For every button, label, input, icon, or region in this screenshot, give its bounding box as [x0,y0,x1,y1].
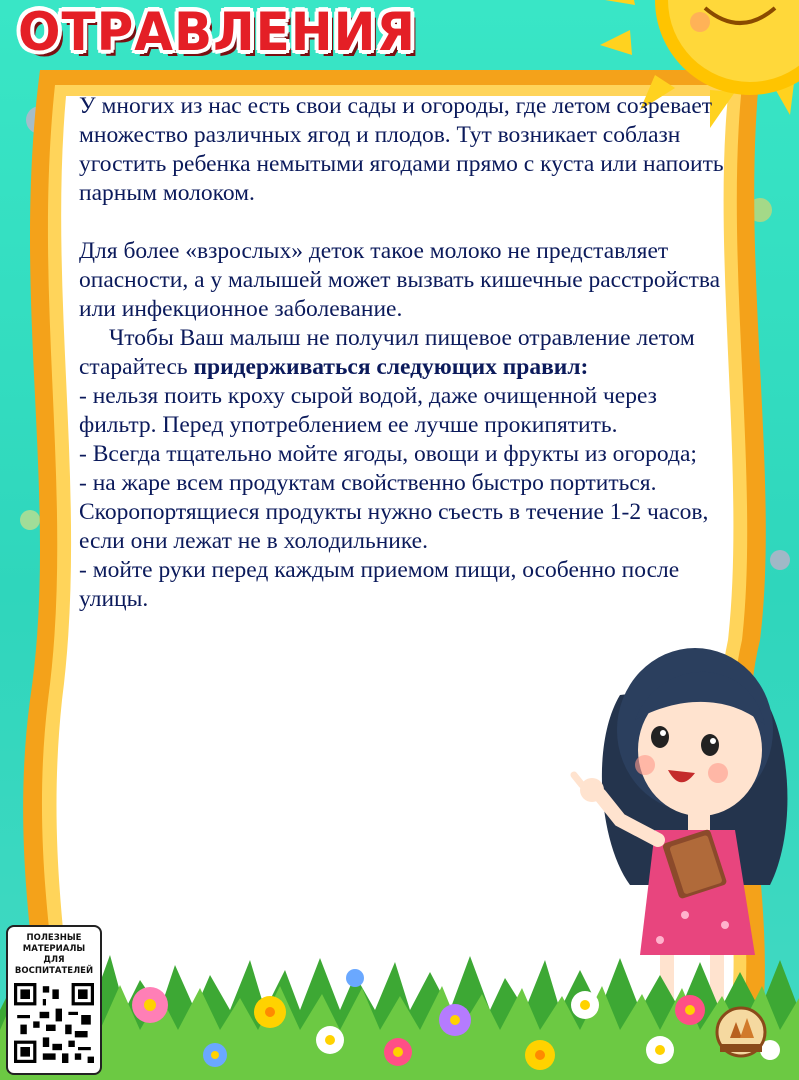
paragraph-rules-lead [79,324,739,382]
rule-item: - Всегда тщательно мойте ягоды, овощи и фрукты из огорода; [79,441,697,467]
rule-item: - мойте руки перед каждым приемом пищи, особенно после улицы. [79,557,680,612]
qr-badge[interactable] [6,925,102,1075]
qr-code-icon[interactable] [14,983,94,1063]
paragraph-milk: Для более «взрослых» деток такое молоко не представляет опасности, а у малышей может вызвать кишечные расстройства или инфекционное заболевание. [79,238,721,322]
rule-item: - нельзя поить кроху сырой водой, даже очищенной через фильтр. Перед употреблением ее лучше прокипятить. [79,383,657,438]
publisher-logo-icon [710,1002,772,1058]
paragraph-intro: У многих из нас есть свои сады и огороды, где летом созревает множество различных ягод и плодов. Тут возникает соблазн угостить ребенка немытыми ягодами прямо с куста или напоить парным молоком. [79,93,724,206]
rule-item: - на жаре всем продуктам свойственно быстро портиться. Скоропортящиеся продукты нужно съесть в течение 1-2 часов, если они лежат не в холодильнике. [79,470,709,554]
article-body [79,92,739,614]
grass-flowers [0,950,799,1080]
qr-badge-label: ПОЛЕЗНЫЕ МАТЕРИАЛЫ ДЛЯ ВОСПИТАТЕЛЕЙ [14,933,94,976]
rules-lead-text: Чтобы Ваш малыш не получил пищевое отравление летом старайтесь [79,325,695,380]
page-title: ОТРАВЛЕНИЯ [18,1,416,63]
rules-lead-bold: придерживаться следующих правил: [193,354,589,380]
